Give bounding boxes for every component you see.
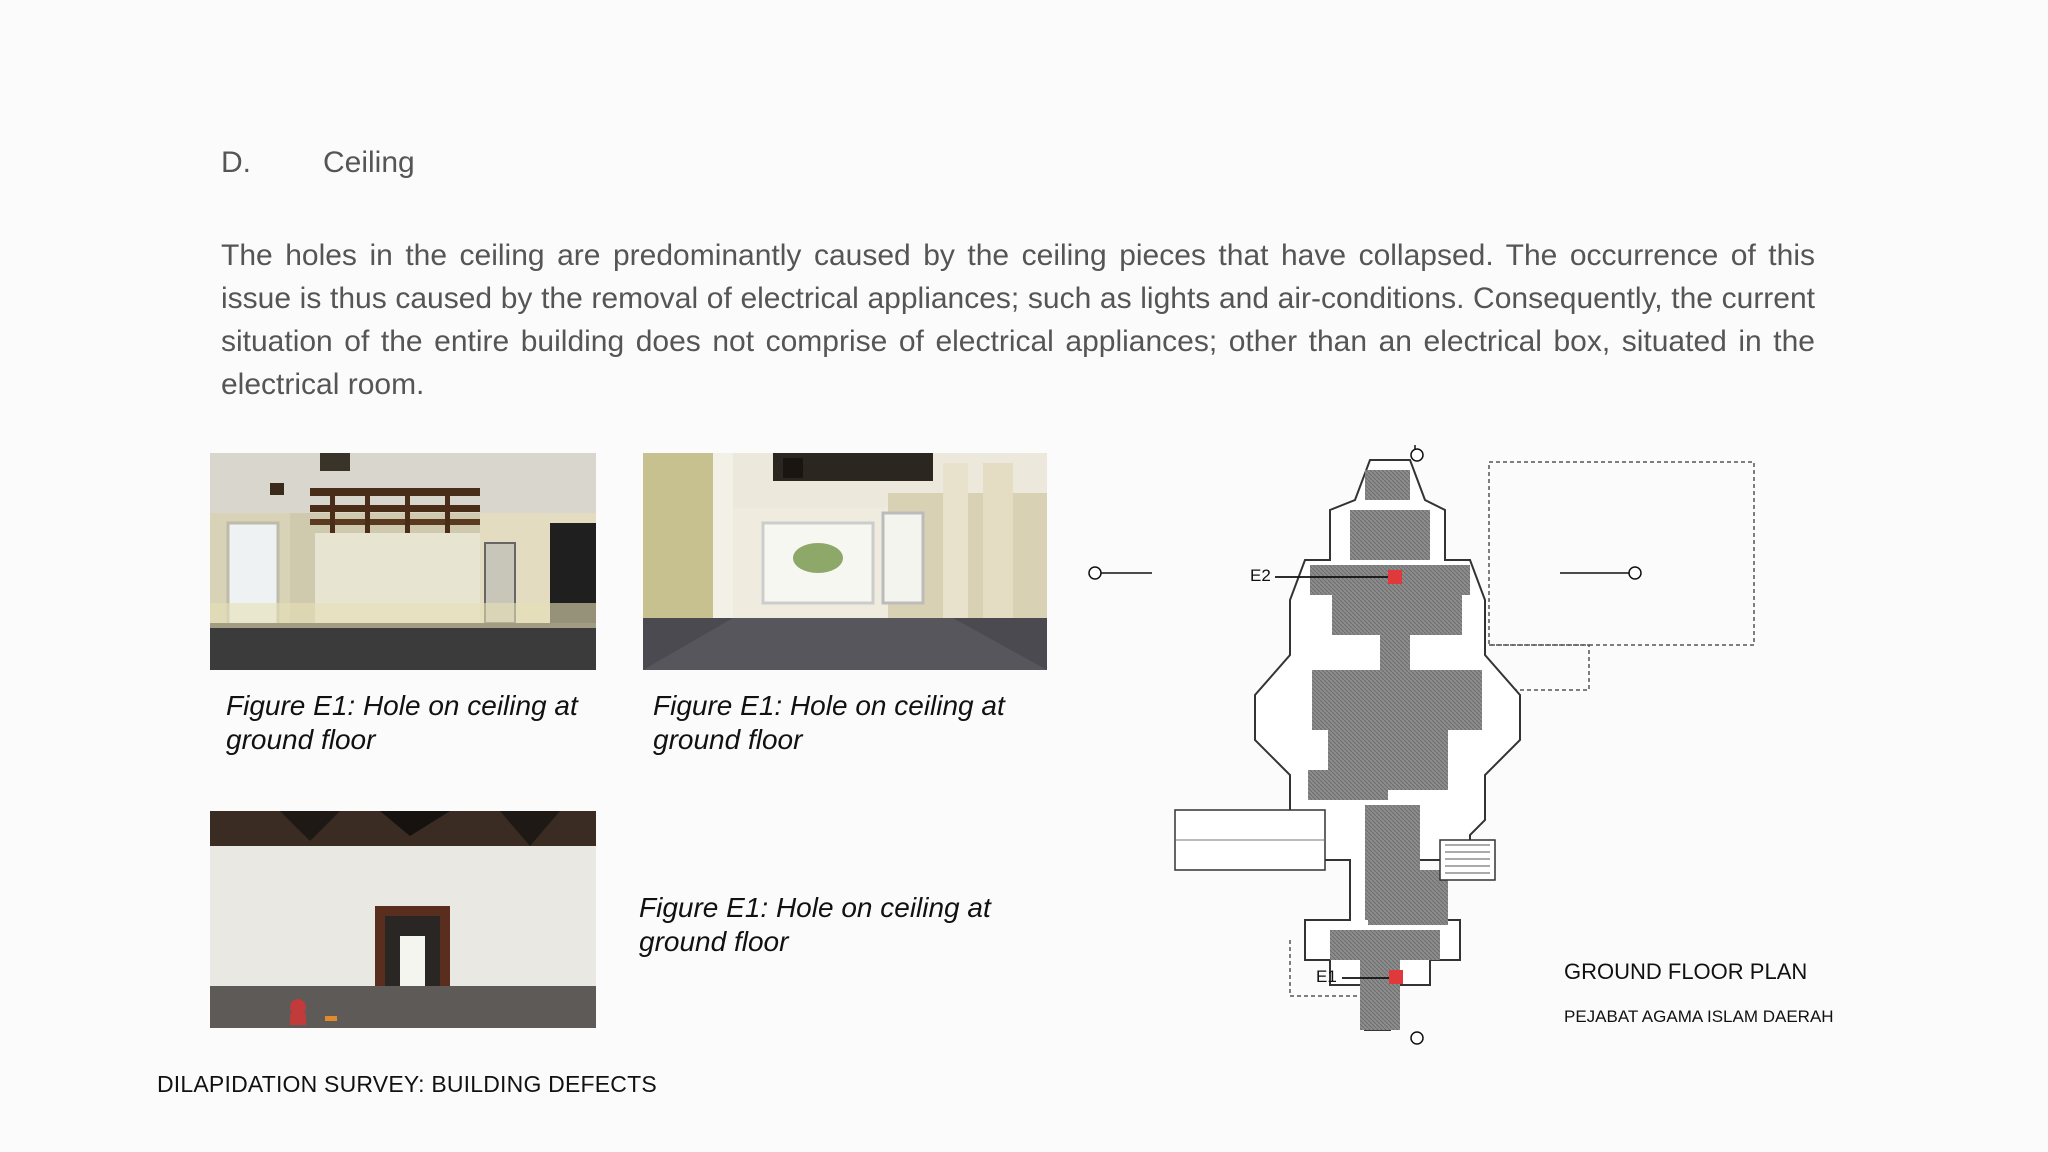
ceiling-photo-3 [210, 811, 596, 1028]
figure-caption-3 [639, 891, 991, 959]
caption-line: ground floor [639, 926, 789, 957]
caption-line: ground floor [226, 724, 376, 755]
figure-caption-1 [226, 689, 578, 757]
defect-marker-e1 [1389, 970, 1403, 984]
ceiling-photo-2 [643, 453, 1047, 670]
marker-label-e1: E1 [1316, 967, 1337, 986]
plan-subtitle: PEJABAT AGAMA ISLAM DAERAH [1564, 1007, 1834, 1026]
footer-label: DILAPIDATION SURVEY: BUILDING DEFECTS [157, 1071, 657, 1097]
caption-line: ground floor [653, 724, 803, 755]
caption-line: Figure E1: Hole on ceiling at [226, 690, 578, 721]
figure-caption-2 [653, 689, 1005, 757]
ceiling-photo-1 [210, 453, 596, 670]
section-letter: D. [221, 146, 251, 179]
section-title: Ceiling [323, 146, 415, 179]
caption-line: Figure E1: Hole on ceiling at [653, 690, 1005, 721]
defect-marker-e2 [1388, 570, 1402, 584]
body-paragraph: The holes in the ceiling are predominantly caused by the ceiling pieces that have collapsed. The occurrence of this issue is thus caused by the removal of electrical appliances; such as lights and air-conditions. Consequently, the current situation of the entire building does not comprise of electrical appliances; other than an electrical box, situated in the electrical room. [221, 239, 1815, 401]
marker-label-e2: E2 [1250, 566, 1271, 585]
caption-line: Figure E1: Hole on ceiling at [639, 892, 991, 923]
plan-title: GROUND FLOOR PLAN [1564, 959, 1808, 984]
